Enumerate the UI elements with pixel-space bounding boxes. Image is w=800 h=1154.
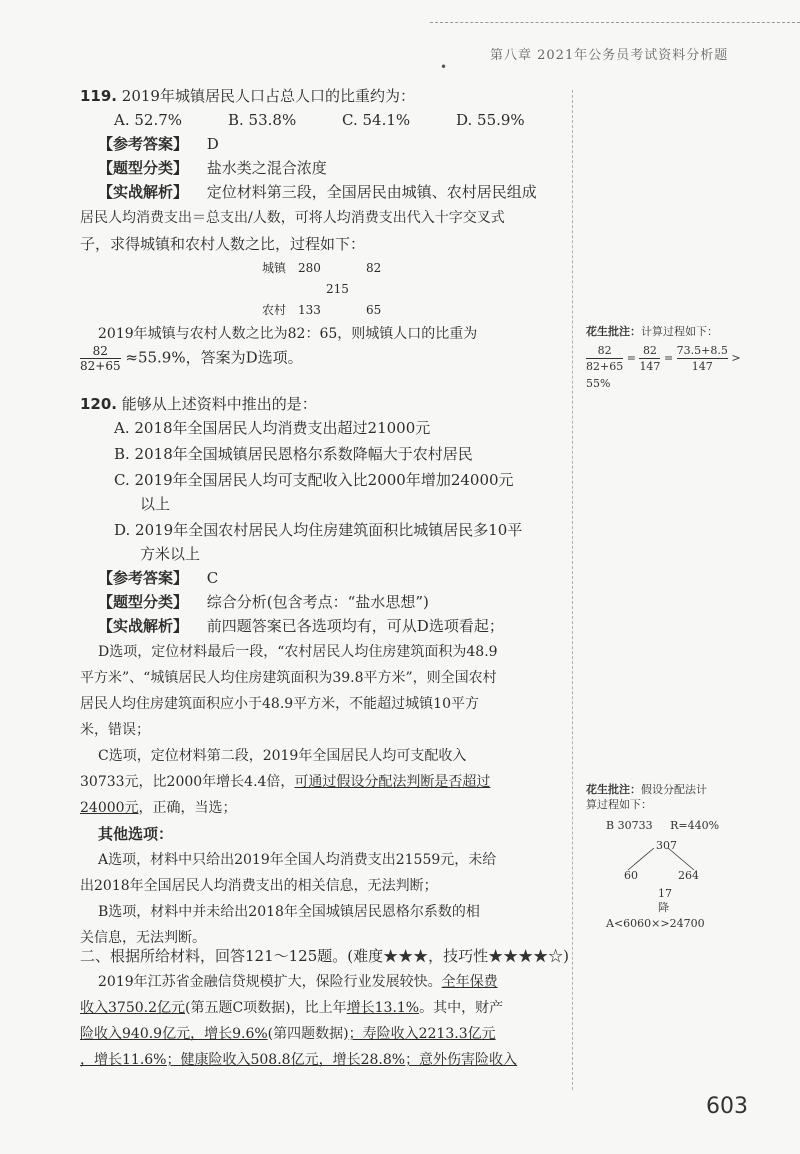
header-dot: • <box>440 60 448 74</box>
underlined: ，增长11.6% <box>80 1052 167 1068</box>
type-value: 盐水类之混合浓度 <box>206 159 327 177</box>
cross-urban-label: 城镇 <box>262 261 287 275</box>
q120-option-c-line2: 以上 <box>140 495 171 513</box>
note2-r-value: R=440% <box>670 819 720 832</box>
analysis-text: 前四题答案已各选项均有，可从D选项看起； <box>206 617 504 635</box>
note2-branch-left <box>628 848 654 870</box>
note1-frac1: $\frac{82}{82+65}$ <box>586 344 624 373</box>
underlined: ；意外伤害险收入 <box>405 1052 518 1068</box>
underlined: 全年保费 <box>441 974 498 990</box>
q119-stem-line <box>80 84 415 108</box>
q120-d-line4: 米，错误； <box>80 722 150 738</box>
answer-value: C <box>206 569 219 587</box>
analysis-label: 【实战解析】 <box>98 617 189 635</box>
note1-frac3: $\frac{73.5+8.5}{147}$ <box>676 344 728 373</box>
q120-analysis-line1 <box>98 614 504 638</box>
equals: = <box>626 351 636 365</box>
underlined: 增长13.1% <box>346 1000 420 1016</box>
q120-stem: 能够从上述资料中推出的是： <box>121 395 317 413</box>
note2-down-num: 17 <box>658 887 672 900</box>
q120-c-line1: C选项，定位材料第二段，2019年全国居民人均可支配收入 <box>98 748 467 764</box>
note2-label: 花生批注： <box>586 783 641 796</box>
note2-bottom: A<6060×>24700 <box>606 917 705 930</box>
q119-conclusion-line1: 2019年城镇与农村人数之比为82：65，则城镇人口的比重为 <box>98 326 478 342</box>
c-underlined: 可通过假设分配法判断是否超过 <box>294 774 491 790</box>
skill-stars: ★★★★☆ <box>488 947 564 965</box>
q120-type <box>98 590 429 614</box>
cross-urban-diff: 82 <box>366 261 382 275</box>
underlined: ；寿险收入2213.3亿元 <box>348 1026 496 1042</box>
q119-option-d: D. 55.9% <box>456 111 525 129</box>
cross-rural-label: 农村 <box>262 303 287 317</box>
note2-down-word: 降 <box>658 901 669 914</box>
q120-option-d-line1: D. 2019年全国农村居民人均住房建筑面积比城镇居民多10平 <box>114 521 523 539</box>
margin-note-1 <box>586 324 786 391</box>
section-para-line1 <box>98 970 498 994</box>
heading-mid: ，技巧性 <box>428 947 489 965</box>
section-para-line2 <box>80 996 503 1020</box>
q119-option-b: B. 53.8% <box>228 111 297 129</box>
note1-header <box>586 324 786 339</box>
q120-number: 120. <box>80 395 118 413</box>
note2-b-value: B 30733 <box>606 819 653 832</box>
fraction-numerator: 82 <box>80 344 121 359</box>
q119-answer <box>98 132 219 156</box>
section-para-line3 <box>80 1022 496 1046</box>
note1-label: 花生批注： <box>586 325 641 338</box>
type-label: 【题型分类】 <box>98 159 189 177</box>
cross-rural-value: 133 <box>298 303 321 317</box>
q119-analysis-line1 <box>98 180 537 204</box>
note2-left: 60 <box>624 869 638 882</box>
q119-option-a: A. 52.7% <box>114 111 183 129</box>
q120-answer <box>98 566 218 590</box>
text: (第四题数据) <box>267 1026 349 1042</box>
q120-c-line2 <box>80 770 490 794</box>
q119-conclusion-line2 <box>80 344 303 373</box>
c-text: 30733元，比2000年增长4.4倍， <box>80 774 295 790</box>
q120-b-line1: B选项，材料中并未给出2018年全国城镇居民恩格尔系数的相 <box>98 904 480 920</box>
other-options-label: 其他选项： <box>98 825 174 843</box>
text: 。其中，财产 <box>419 1000 504 1016</box>
answer-value: D <box>206 135 219 153</box>
q119-stem: 2019年城镇居民人口占总人口的比重约为： <box>121 87 415 105</box>
q120-b-line2: 关信息，无法判断。 <box>80 930 206 946</box>
q120-d-line1: D选项，定位材料最后一段，“农村居民人均住房建筑面积为48.9 <box>98 644 498 660</box>
equals: = <box>663 351 674 365</box>
underlined: 收入3750.2亿元 <box>80 1000 185 1016</box>
underlined: ，增长28.8% <box>318 1052 406 1068</box>
q120-stem-line <box>80 392 317 416</box>
fraction <box>80 344 121 373</box>
type-label: 【题型分类】 <box>98 593 189 611</box>
note2-text2: 算过程如下： <box>586 798 652 811</box>
q120-option-b: B. 2018年全国城镇居民恩格尔系数降幅大于农村居民 <box>114 445 473 463</box>
note2-text: 假设分配法计 <box>641 783 707 796</box>
difficulty-stars: ★★★ <box>383 947 429 965</box>
cross-rural-diff: 65 <box>366 303 382 317</box>
q120-a-line1: A选项，材料中只给出2019年全国人均消费支出21559元，未给 <box>98 852 497 868</box>
q120-option-d-line2: 方米以上 <box>140 545 201 563</box>
q119-analysis-line2: 居民人均消费支出＝总支出/人数，可将人均消费支出代入十字交叉式 <box>80 210 505 226</box>
note2-header <box>586 782 786 797</box>
answer-label: 【参考答案】 <box>98 135 189 153</box>
heading-end: ) <box>563 947 570 965</box>
answer-label: 【参考答案】 <box>98 569 189 587</box>
q120-option-c-line1: C. 2019年全国居民人均可支配收入比2000年增加24000元 <box>114 471 514 489</box>
section-heading <box>80 944 569 968</box>
note2-top: 307 <box>656 839 677 852</box>
top-rule <box>430 22 800 23</box>
c-underlined: 24000元 <box>80 800 139 816</box>
underlined: 险收入940.9亿元 <box>80 1026 191 1042</box>
underlined: ，增长9.6% <box>190 1026 268 1042</box>
note1-text: 计算过程如下： <box>641 325 718 338</box>
q119-number: 119. <box>80 87 118 105</box>
text: ，比上年 <box>290 1000 347 1016</box>
analysis-text: 定位材料第三段，全国居民由城镇、农村居民组成 <box>206 183 537 201</box>
cross-mid-value: 215 <box>326 282 349 296</box>
fraction-denominator: 82+65 <box>80 359 121 373</box>
text: 2019年江苏省金融信贷规模扩大，保险行业发展较快。 <box>98 974 442 990</box>
page-number: 603 <box>706 1094 748 1119</box>
greater-than: > <box>731 351 741 365</box>
q120-c-line3 <box>80 796 237 820</box>
note2-values <box>606 818 786 833</box>
q120-d-line2: 平方米”、“城镇居民人均住房建筑面积为39.8平方米”，则全国农村 <box>80 670 497 686</box>
conclusion-text: ≈55.9%，答案为D选项。 <box>125 348 303 367</box>
type-value: 综合分析(包含考点：“盐水思想”) <box>206 593 429 611</box>
c-text: ，正确，当选； <box>138 800 237 816</box>
q120-option-a: A. 2018年全国居民人均消费支出超过21000元 <box>114 419 431 437</box>
text: (第五题C项数据) <box>185 1000 291 1016</box>
heading-text: 二、根据所给材料，回答121～125题。(难度 <box>80 947 384 965</box>
q119-analysis-line3: 子，求得城镇和农村人数之比，过程如下： <box>80 235 366 253</box>
underlined: ；健康险收入508.8亿元 <box>166 1052 319 1068</box>
margin-divider <box>572 90 573 1090</box>
margin-note-2 <box>586 782 786 930</box>
q119-type <box>98 156 327 180</box>
q120-d-line3: 居民人均住房建筑面积应小于48.9平方米，不能超过城镇10平方 <box>80 696 479 712</box>
running-header: 第八章 2021年公务员考试资料分析题 <box>490 48 729 63</box>
section-para-line4 <box>80 1048 517 1072</box>
note2-right: 264 <box>678 869 699 882</box>
q120-a-line2: 出2018年全国居民人均消费支出的相关信息，无法判断； <box>80 878 438 894</box>
q119-option-c: C. 54.1% <box>342 111 411 129</box>
note1-formula <box>586 343 786 374</box>
note1-frac2: $\frac{82}{147}$ <box>639 344 661 373</box>
note1-tail: 55% <box>586 377 611 390</box>
cross-urban-value: 280 <box>298 261 321 275</box>
analysis-label: 【实战解析】 <box>98 183 189 201</box>
